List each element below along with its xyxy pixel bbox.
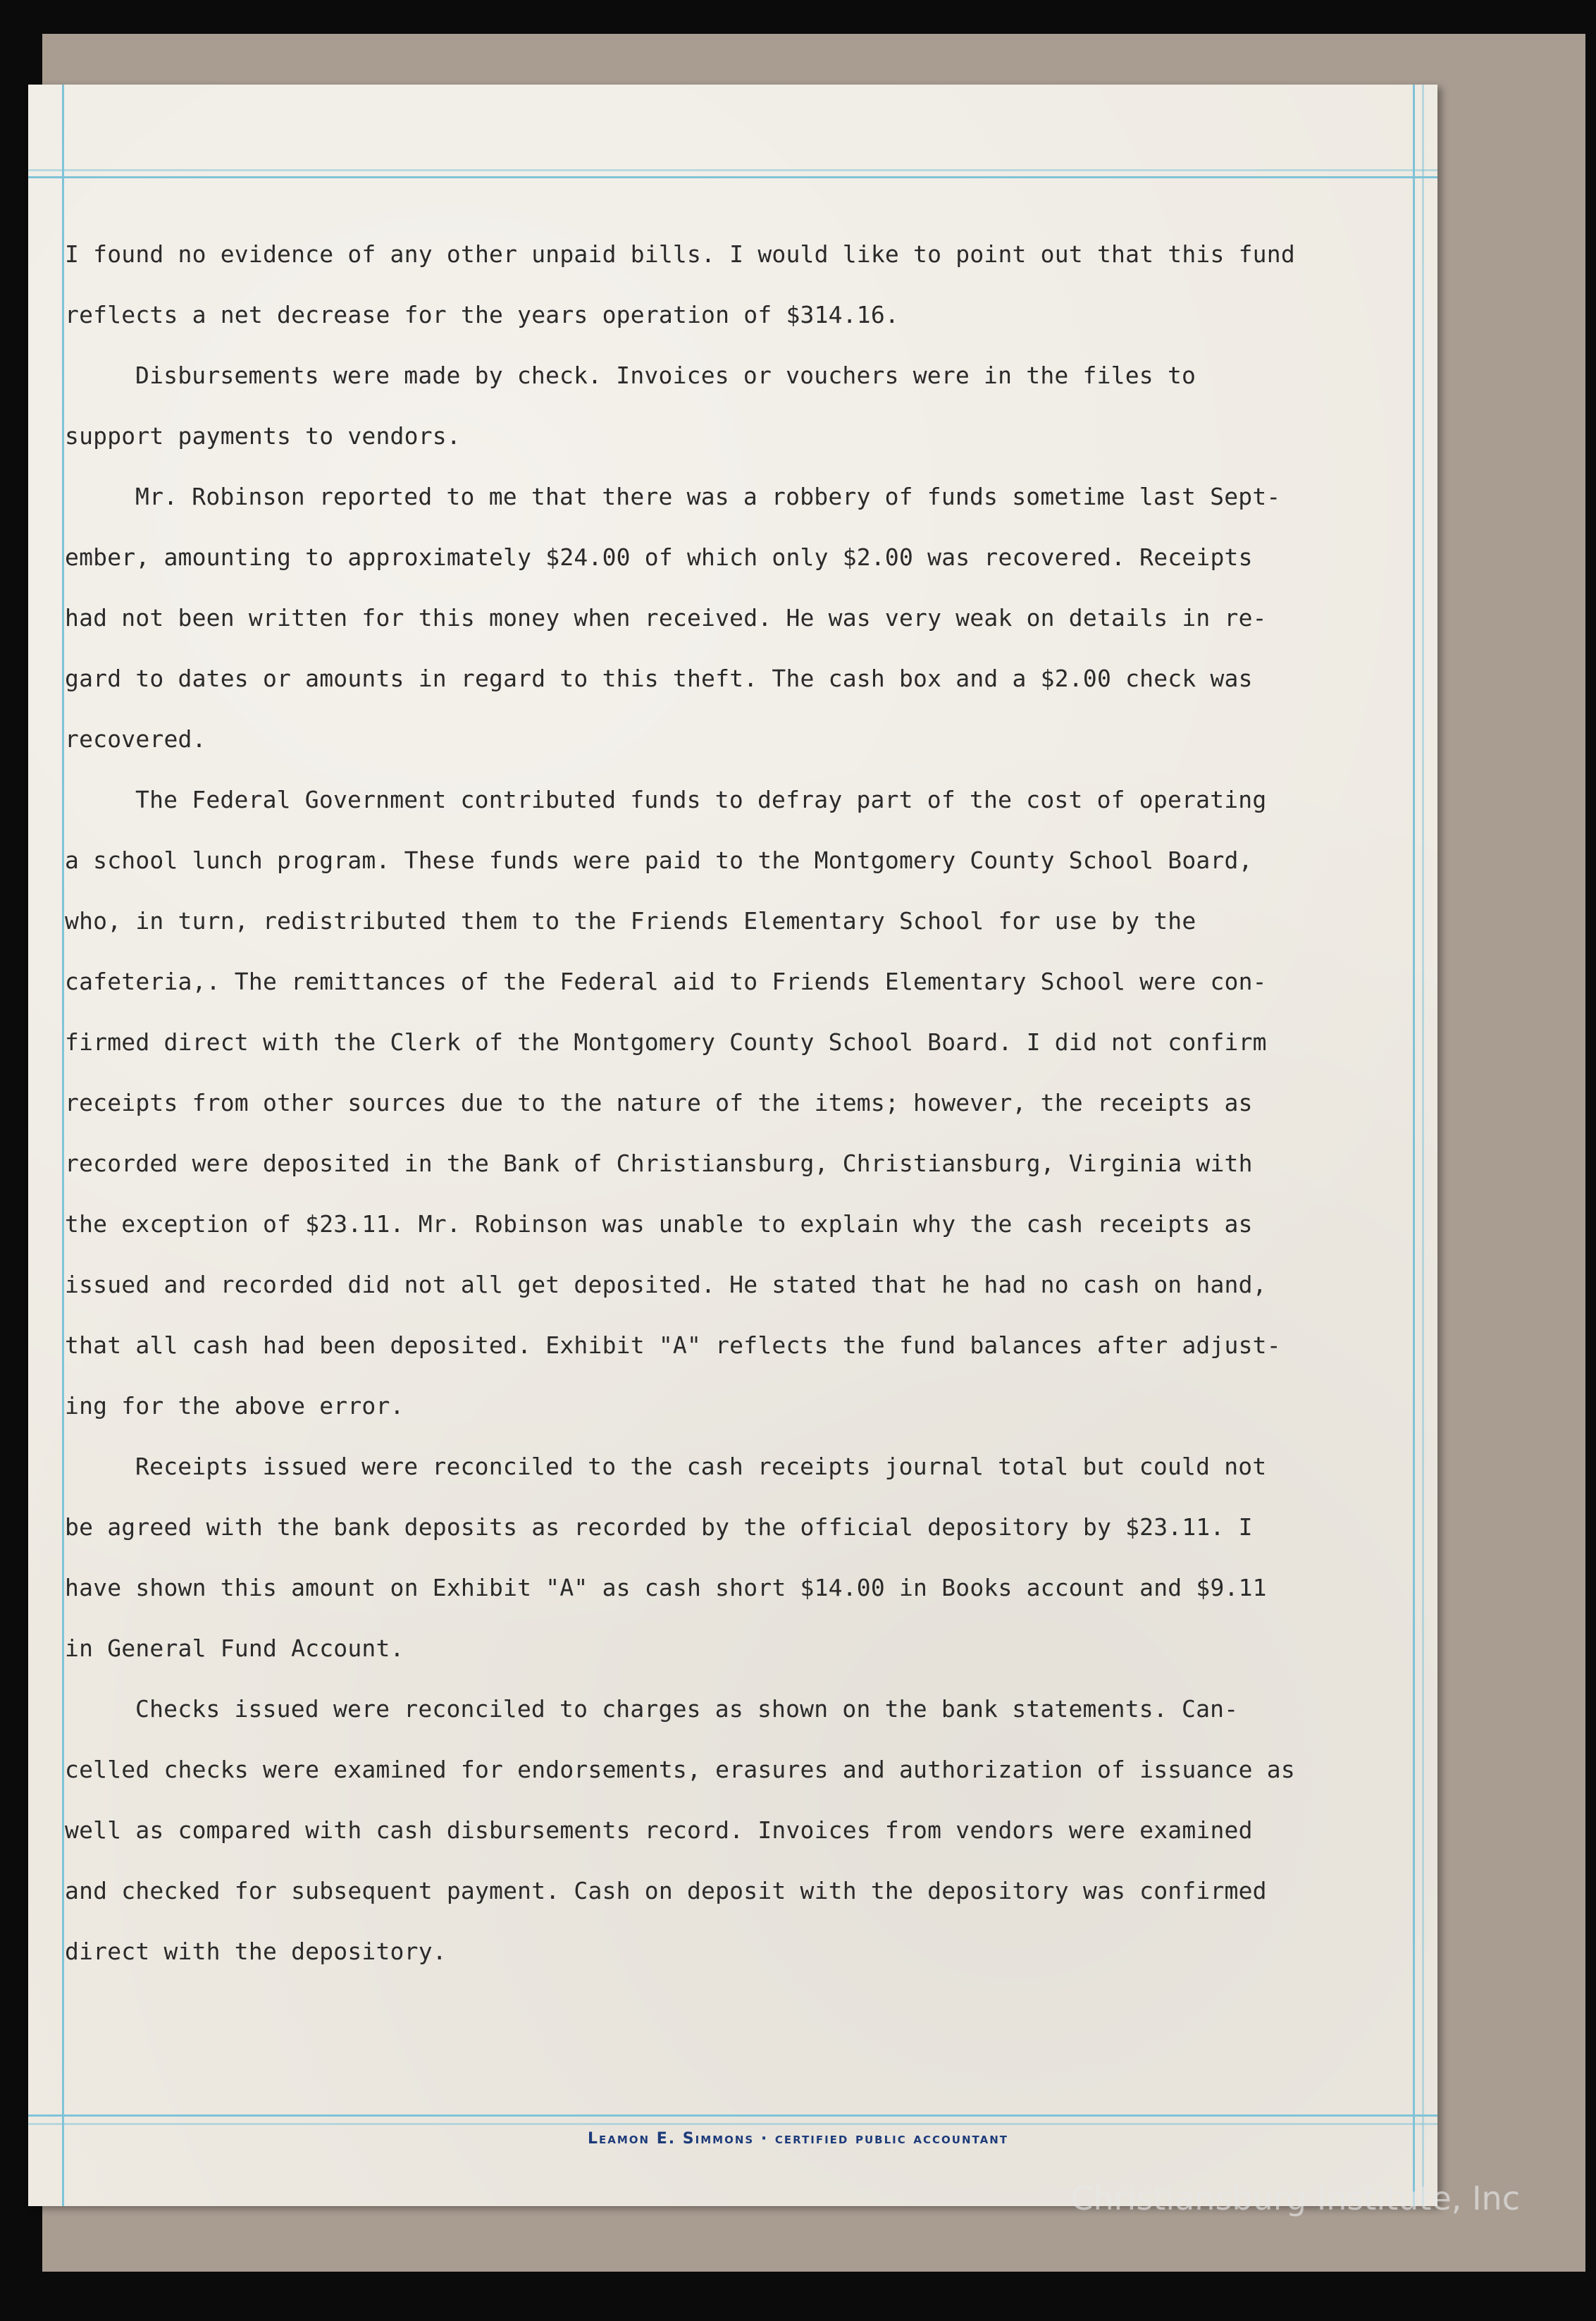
text-line: Mr. Robinson reported to me that there was a robbery of funds sometime last Sept- (135, 483, 1281, 510)
text-line: gard to dates or amounts in regard to this theft. The cash box and a $2.00 check was (65, 665, 1253, 692)
text-line: firmed direct with the Clerk of the Montgomery County School Board. I did not confirm (65, 1028, 1267, 1056)
text-line: in General Fund Account. (65, 1634, 404, 1662)
top-rule (28, 176, 1437, 178)
left-margin-rule (62, 85, 64, 2206)
bottom-rule (28, 2114, 1437, 2117)
text-line: I found no evidence of any other unpaid bills. I would like to point out that this fund (65, 240, 1295, 268)
text-line: receipts from other sources due to the nature of the items; however, the receipts as (65, 1089, 1253, 1116)
paragraph-receipts (65, 1436, 1411, 1679)
letter-body (65, 224, 1411, 1982)
text-line: a school lunch program. These funds were paid to the Montgomery County School Board, (65, 846, 1253, 874)
text-line: that all cash had been deposited. Exhibit "A" reflects the fund balances after adjust- (65, 1331, 1281, 1359)
text-line: ember, amounting to approximately $24.00 of which only $2.00 was recovered. Receipts (65, 543, 1253, 571)
text-line: recovered. (65, 725, 206, 753)
paragraph-robbery (65, 467, 1411, 770)
text-line: The Federal Government contributed funds to defray part of the cost of operating (135, 786, 1267, 813)
text-line: Disbursements were made by check. Invoices or vouchers were in the files to (135, 362, 1196, 389)
text-line: had not been written for this money when received. He was very weak on details in re- (65, 604, 1267, 632)
text-line: who, in turn, redistributed them to the Friends Elementary School for use by the (65, 907, 1196, 935)
text-line: Receipts issued were reconciled to the cash receipts journal total but could not (135, 1453, 1267, 1480)
text-line: celled checks were examined for endorsements, erasures and authorization of issuance as (65, 1756, 1295, 1783)
text-line: reflects a net decrease for the years operation of $314.16. (65, 301, 899, 328)
paragraph-unpaid-bills (65, 224, 1411, 345)
text-line: direct with the depository. (65, 1938, 447, 1965)
text-line: have shown this amount on Exhibit "A" as cash short $14.00 in Books account and $9.11 (65, 1574, 1267, 1601)
top-rule-inner (28, 169, 1437, 171)
watermark: Christiansburg Institute, Inc (1070, 2179, 1520, 2217)
text-line: and checked for subsequent payment. Cash on deposit with the depository was confirmed (65, 1877, 1267, 1904)
text-line: cafeteria,. The remittances of the Federal aid to Friends Elementary School were con- (65, 968, 1267, 995)
paragraph-disbursements (65, 345, 1411, 467)
text-line: well as compared with cash disbursements record. Invoices from vendors were examined (65, 1816, 1253, 1844)
paragraph-checks (65, 1679, 1411, 1982)
text-line: recorded were deposited in the Bank of Christiansburg, Christiansburg, Virginia with (65, 1150, 1253, 1177)
text-line: the exception of $23.11. Mr. Robinson was unable to explain why the cash receipts as (65, 1210, 1253, 1238)
text-line: issued and recorded did not all get deposited. He stated that he had no cash on hand, (65, 1271, 1267, 1298)
right-margin-rule-inner (1422, 85, 1424, 2206)
paragraph-federal-funds (65, 770, 1411, 1436)
right-margin-rule (1413, 85, 1415, 2206)
text-line: be agreed with the bank deposits as recorded by the official depository by $23.11. I (65, 1513, 1253, 1541)
text-line: support payments to vendors. (65, 422, 461, 450)
bottom-rule-inner (28, 2123, 1437, 2125)
text-line: Checks issued were reconciled to charges as shown on the bank statements. Can- (135, 1695, 1239, 1723)
letterhead-footer: Leamon E. Simmons · certified public accountant (588, 2130, 1008, 2148)
text-line: ing for the above error. (65, 1392, 404, 1420)
